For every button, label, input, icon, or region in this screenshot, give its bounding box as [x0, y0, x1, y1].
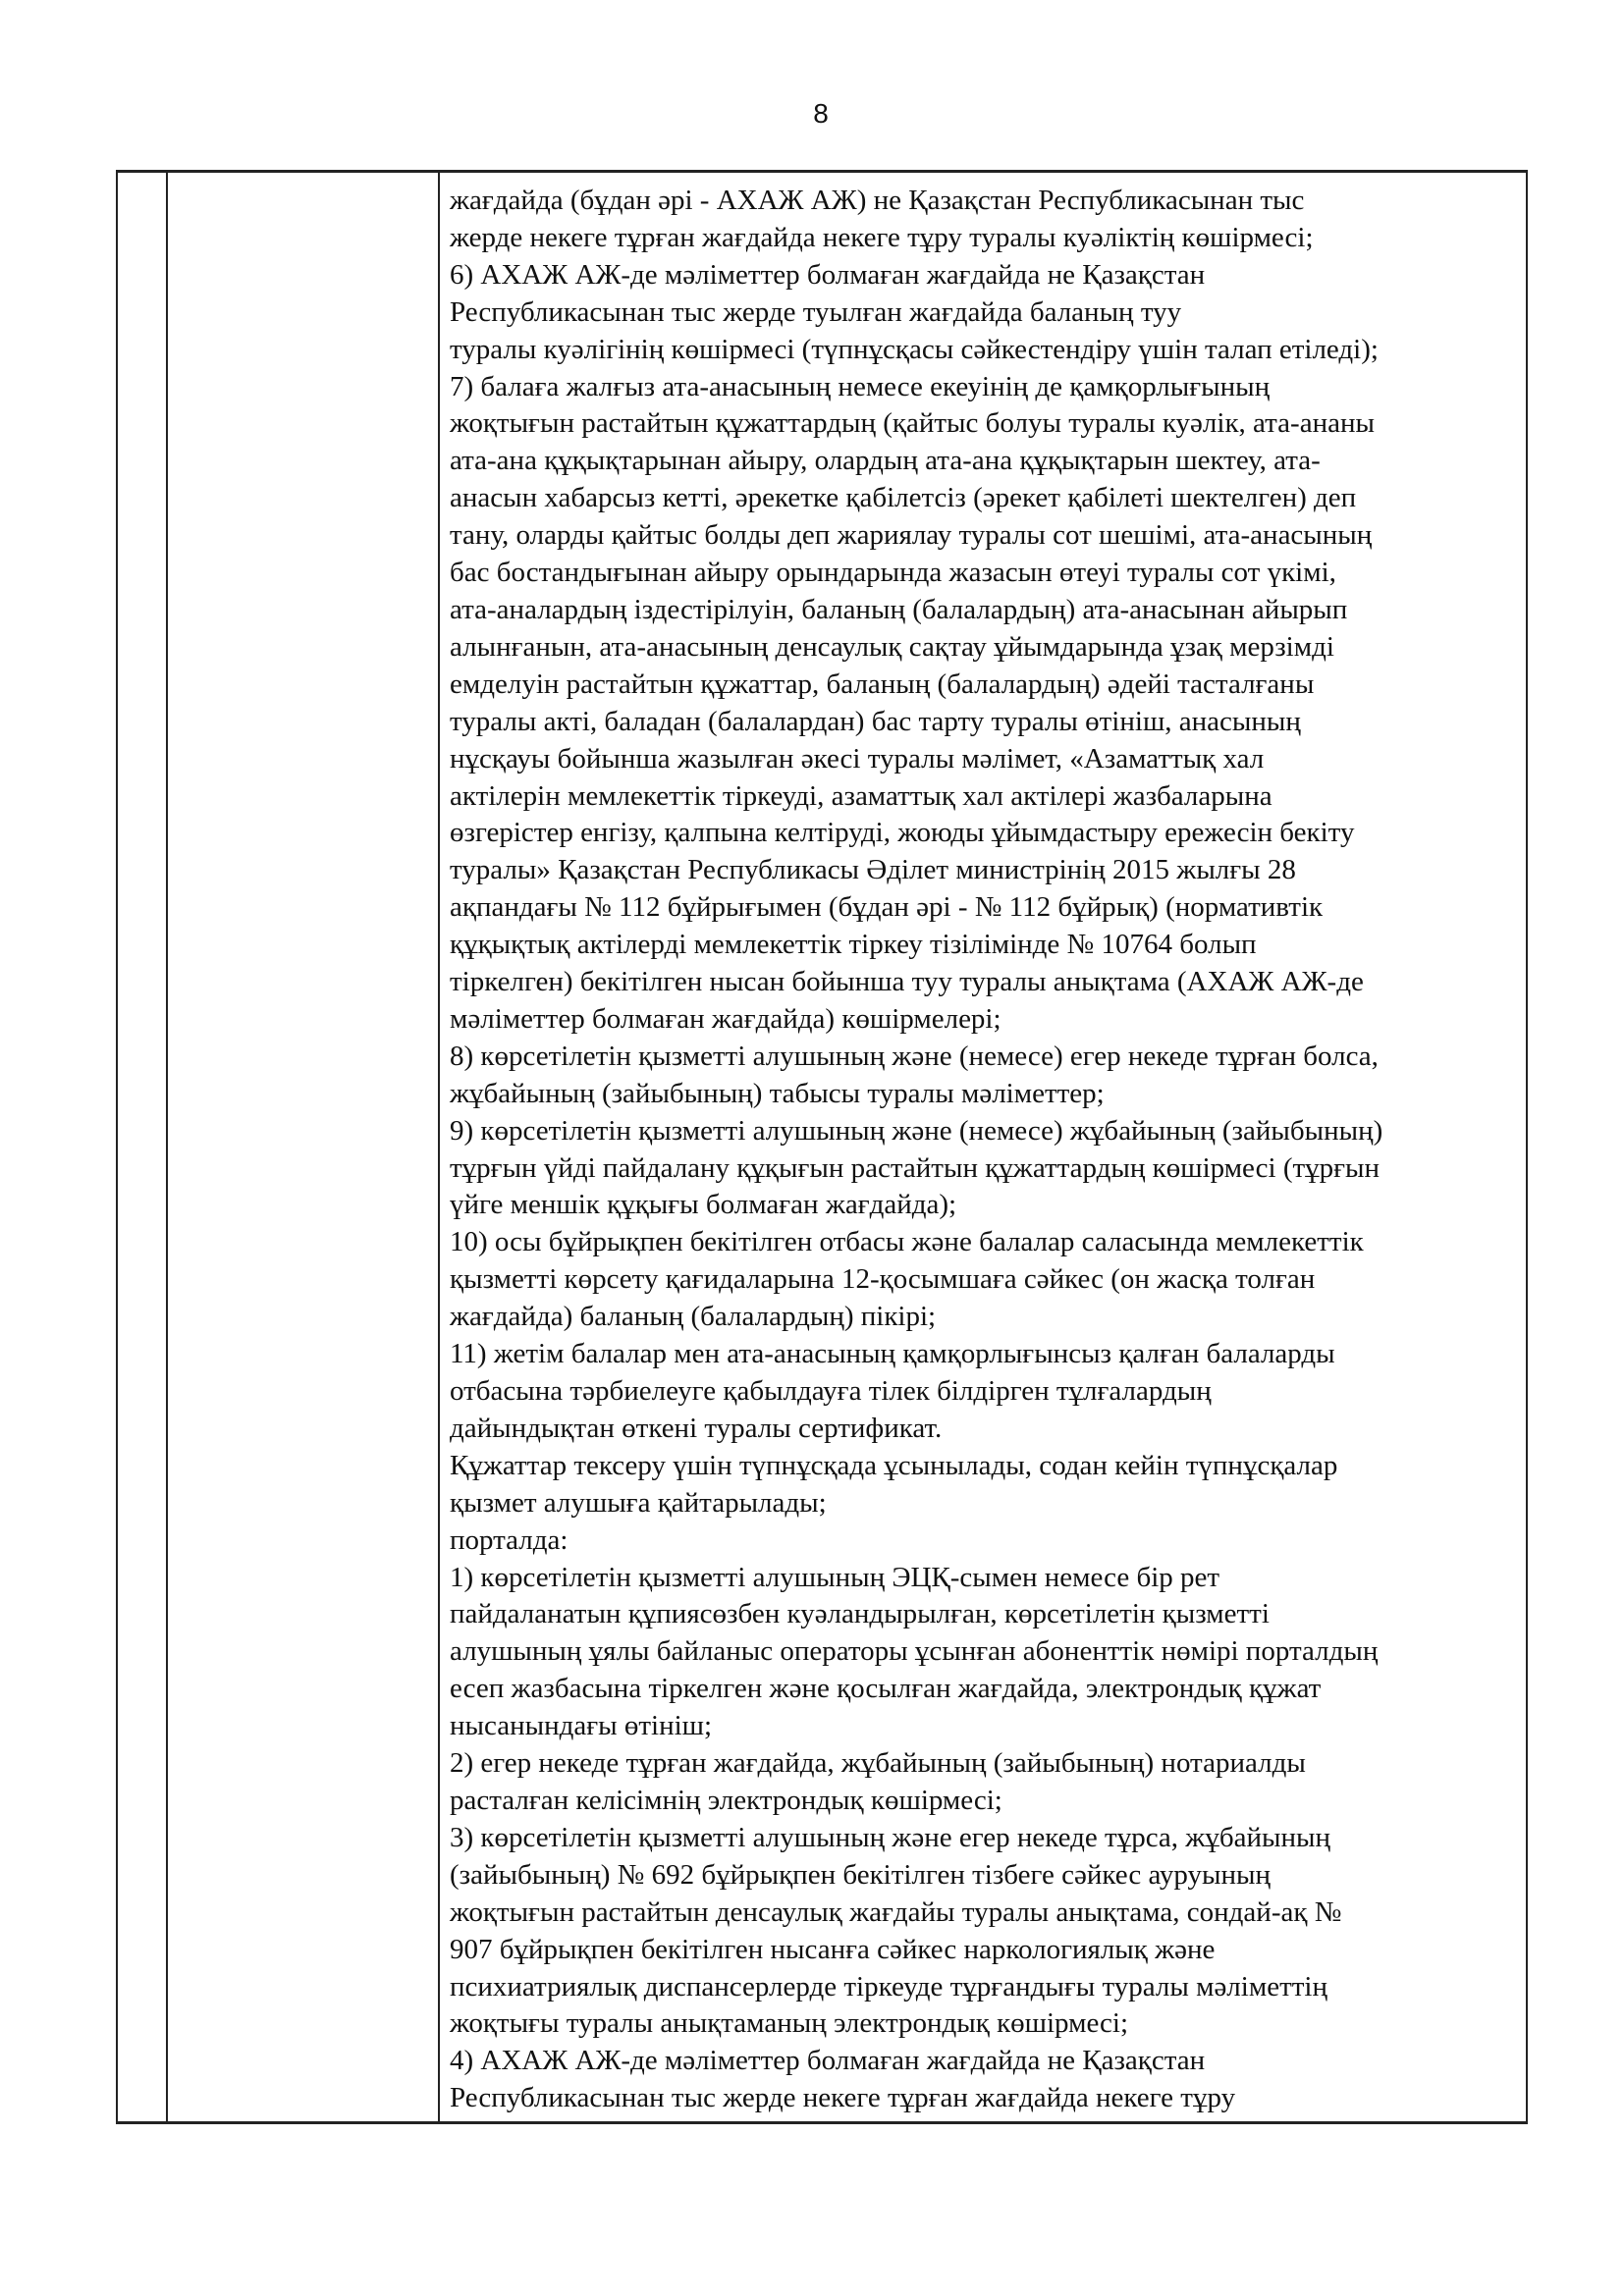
text-line: психиатриялық диспансерлерде тіркеуде тұрғандығы туралы мәліметтің	[450, 1970, 1327, 2002]
text-line: 2) егер некеде тұрған жағдайда, жұбайының (зайыбының) нотариалды	[450, 1747, 1306, 1780]
text-line: жағдайда (бұдан әрі - АХАЖ АЖ) не Қазақстан Республикасынан тыс	[450, 185, 1305, 216]
text-line: (зайыбының) № 692 бұйрықпен бекітілген тізбеге сәйкес ауруының	[450, 1858, 1272, 1891]
text-line: ата-аналардың іздестірілуін, баланың (балалардың) ата-анасынан айырып	[450, 593, 1348, 625]
text-line: туралы акті, баладан (балалардан) бас тарту туралы өтініш, анасының	[450, 705, 1301, 737]
text-line: алушының ұялы байланыс операторы ұсынған абоненттік нөмірі порталдың	[450, 1635, 1379, 1668]
text-line: ақпандағы № 112 бұйрығымен (бұдан әрі - № 112 бұйрық) (нормативтік	[450, 891, 1324, 924]
text-line: Республикасынан тыс жерде некеге тұрған жағдайда некеге тұру	[450, 2082, 1236, 2114]
text-line: порталда:	[450, 1523, 568, 1556]
text-line: анасын хабарсыз кетті, әрекетке қабілетсіз (әрекет қабілеті шектелген) деп	[450, 482, 1357, 514]
text-line: жағдайда) баланың (балалардың) пікірі;	[450, 1301, 937, 1333]
text-line: қызмет алушыға қайтарылады;	[450, 1486, 827, 1519]
text-line: актілерін мемлекеттік тіркеуді, азаматтық хал актілері жазбаларына	[450, 779, 1272, 812]
text-line: емделуін растайтын құжаттар, баланың (балалардың) әдейі тасталғаны	[450, 667, 1315, 700]
document-table	[116, 170, 1528, 2124]
text-line: 1) көрсетілетін қызметті алушының ЭЦҚ-сымен немесе бір рет	[450, 1561, 1220, 1593]
text-line: жоқтығы туралы анықтаманың электрондық көшірмесі;	[450, 2007, 1129, 2040]
page-number: 8	[813, 98, 829, 129]
text-line: пайдаланатын құпиясөзбен куәландырылған, көрсетілетін қызметті	[450, 1598, 1270, 1630]
text-line: жоқтығын растайтын денсаулық жағдайы туралы анықтама, сондай-ақ №	[450, 1896, 1342, 1928]
text-line: 907 бұйрықпен бекітілген нысанға сәйкес наркологиялық және	[450, 1933, 1216, 1965]
text-line: нұсқауы бойынша жазылған әкесі туралы мәлімет, «Азаматтық хал	[450, 742, 1265, 774]
table-cell-content	[440, 173, 1526, 2121]
text-line: 3) көрсетілетін қызметті алушының және егер некеде тұрса, жұбайының	[450, 1821, 1330, 1853]
text-line: жұбайының (зайыбының) табысы туралы мәліметтер;	[450, 1077, 1105, 1109]
text-line: расталған келісімнің электрондық көшірмесі;	[450, 1784, 1002, 1816]
text-line: қызметті көрсету қағидаларына 12-қосымшаға сәйкес (он жасқа толған	[450, 1263, 1316, 1296]
text-line: дайындықтан өткені туралы сертификат.	[450, 1412, 943, 1444]
text-line: бас бостандығынан айыру орындарында жазасын өтеуі туралы сот үкімі,	[450, 557, 1336, 589]
text-line: тіркелген) бекітілген нысан бойынша туу туралы анықтама (АХАЖ АЖ-де	[450, 966, 1364, 998]
text-line: тану, оларды қайтыс болды деп жариялау туралы сот шешімі, ата-анасының	[450, 519, 1373, 552]
text-line: 9) көрсетілетін қызметті алушының және (немесе) жұбайының (зайыбының)	[450, 1114, 1383, 1147]
text-line: туралы куәлігінің көшірмесі (түпнұсқасы сәйкестендіру үшін талап етіледі);	[450, 333, 1379, 365]
text-line: туралы» Қазақстан Республикасы Әділет министрінің 2015 жылғы 28	[450, 854, 1296, 886]
text-line: 8) көрсетілетін қызметті алушының және (немесе) егер некеде тұрған болса,	[450, 1040, 1379, 1072]
text-line: 4) АХАЖ АЖ-де мәліметтер болмаған жағдайда не Қазақстан	[450, 2045, 1206, 2077]
table-cell-name	[166, 173, 440, 2121]
text-line: 11) жетім балалар мен ата-анасының қамқорлығынсыз қалған балаларды	[450, 1338, 1335, 1370]
text-line: алынғанын, ата-анасының денсаулық сақтау ұйымдарында ұзақ мерзімді	[450, 630, 1334, 663]
text-line: отбасына тәрбиелеуге қабылдауға тілек білдірген тұлғалардың	[450, 1375, 1212, 1407]
text-line: 6) АХАЖ АЖ-де мәліметтер болмаған жағдайда не Қазақстан	[450, 258, 1206, 291]
text-line: Құжаттар тексеру үшін түпнұсқада ұсынылады, содан кейін түпнұсқалар	[450, 1449, 1338, 1481]
text-line: жерде некеге тұрған жағдайда некеге тұру туралы куәліктің көшірмесі;	[450, 221, 1314, 253]
text-line: Республикасынан тыс жерде туылған жағдайда баланың туу	[450, 295, 1182, 328]
text-line: мәліметтер болмаған жағдайда) көшірмелері;	[450, 1002, 1001, 1035]
text-line: 10) осы бұйрықпен бекітілген отбасы және балалар саласында мемлекеттік	[450, 1226, 1364, 1258]
text-line: нысанындағы өтініш;	[450, 1710, 713, 1742]
text-line: ата-ана құқықтарынан айыру, олардың ата-ана құқықтарын шектеу, ата-	[450, 445, 1321, 477]
text-line: тұрғын үйді пайдалану құқығын растайтын құжаттардың көшірмесі (тұрғын	[450, 1151, 1380, 1184]
text-line: үйге меншік құқығы болмаған жағдайда);	[450, 1189, 957, 1221]
text-line: өзгерістер енгізу, қалпына келтіруді, жоюды ұйымдастыру ережесін бекіту	[450, 817, 1355, 849]
text-line: құқықтық актілерді мемлекеттік тіркеу тізілімінде № 10764 болып	[450, 929, 1257, 961]
text-line: жоқтығын растайтын құжаттардың (қайтыс болуы туралы куәлік, ата-ананы	[450, 407, 1375, 440]
text-line: есеп жазбасына тіркелген және қосылған жағдайда, электрондық құжат	[450, 1673, 1322, 1705]
text-line: 7) балаға жалғыз ата-анасының немесе екеуінің де қамқорлығының	[450, 370, 1271, 402]
table-cell-number	[118, 173, 168, 2121]
